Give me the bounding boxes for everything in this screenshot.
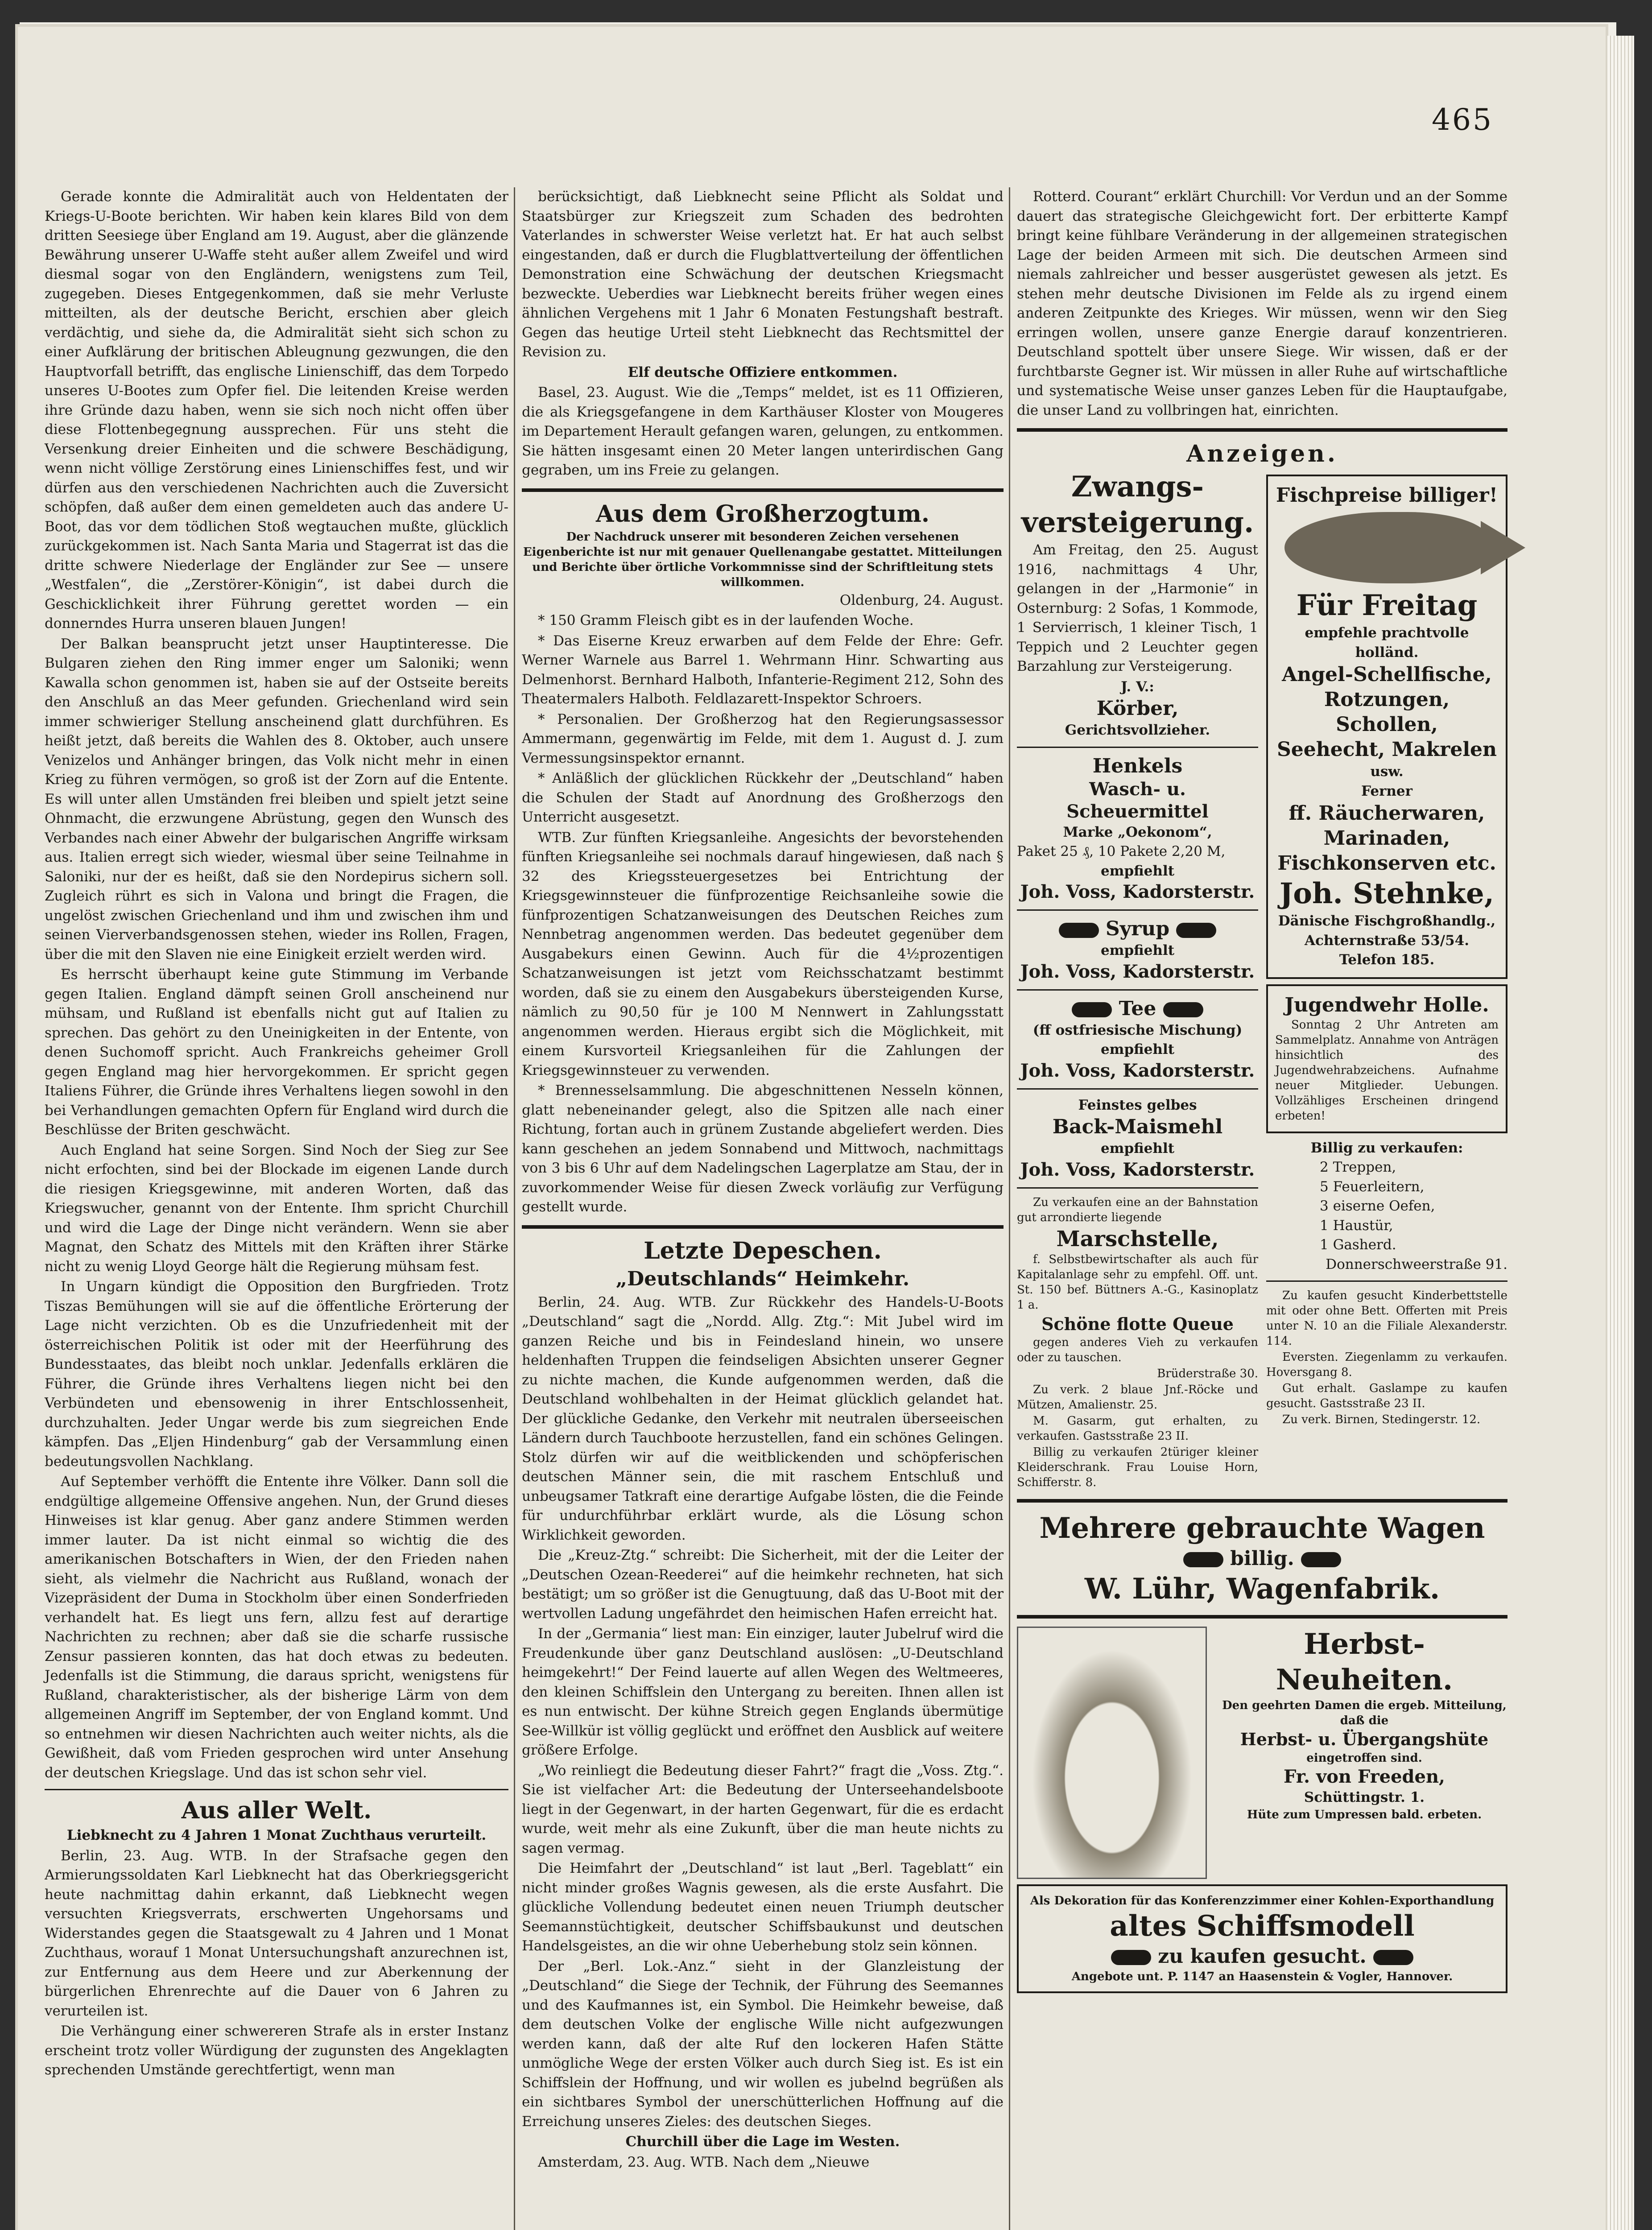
fish-ad [1266, 475, 1507, 979]
ad-title: Wasch- u. Scheuermittel [1066, 778, 1209, 822]
column-3 [1017, 187, 1507, 1999]
ad-title: Zwangs-versteigerung. [1021, 470, 1254, 539]
paragraph: WTB. Zur fünften Kriegsanleihe. Angesichts der bevorstehenden fünften Kriegsanleihe sei nochmals darauf hingewiesen, daß nach § 32 des Kriegssteuergesetzes bei Entrichtung der Kriegsgewinnsteuer die fünfprozentige Reichsanleihe sowie die fünfprozentigen Schatzanweisungen des Deutschen Reiches zum Nennbetrag angenommen werden. Das bedeutet gegenüber dem Ausgabekurs einen Gewinn. Auch für die 4½prozentigen Schatzanweisungen ist jetzt vom Reichsschatzamt bestimmt worden, daß sie zu einem den Ausgabekurs übersteigenden Kurse, nämlich zu 90,50 für je 100 M Nennwert in Zahlungsstatt angenommen werden. Hieraus ergibt sich die Möglichkeit, mit einem Kursvorteil Kriegsanleihen für die Zahlungen der Kriegsgewinnsteuer zu verwenden. [522, 829, 1004, 1078]
classified-ad: Brüderstraße 30. [1157, 1367, 1258, 1380]
ad-list-item: 1 Gasherd. [1320, 1237, 1396, 1253]
herbst-illustration-wrap [1017, 1627, 1213, 1879]
newspaper-page [18, 27, 1606, 2230]
ad-product: Rotzungen, Schollen, [1324, 688, 1450, 736]
pointing-hand-icon [1072, 1002, 1112, 1017]
paragraph: Amsterdam, 23. Aug. WTB. Nach dem „Nieuwe [538, 2154, 870, 2170]
ads-row-1 [1017, 469, 1507, 1491]
paragraph: Auf September verhöfft die Entente ihre Völker. Dann soll die endgültige allgemeine Offensive angehen. Nun, der Grund dieses Hinweises ist klar genug. Aber ganz andere Stimmen werden immer lauter. Da ist nicht einmal so wichtig die des amerikanischen Botschafters in Wien, der den Frieden nahen sieht, als vielmehr die Nachricht aus Rußland, wonach der Vizepräsident der Duma in Stockholm über einen Sonderfrieden verhandelt hat. Es liegt uns fern, allzu fest auf derartige Nachrichten zu rechnen; aber daß sie die scharfe russische Zensur passieren konnten, das hat doch etwas zu bedeuten. Jedenfalls ist die Stimmung, die daraus spricht, wenigstens für Rußland, charakteristischer, als der bisherige Lärm von dem allgemeinen Angriff im September, der von England kommt. Und so entnehmen wir diesen Nachrichten auch weiter nichts, als die Gewißheit, daß vom Frieden gesprochen wird unter Ansehung der deutschen Kriegslage. Und das ist schon sehr viel. [45, 1474, 508, 1781]
ad-product: Fischkonserven etc. [1277, 852, 1496, 875]
classified-ad: Zu verk. 2 blaue Jnf.-Röcke und Mützen, Amalienstr. 25. [1017, 1383, 1258, 1412]
ad-title [1017, 997, 1258, 1021]
column-rule [514, 187, 515, 2230]
ad-list-item: 5 Feuerleitern, [1320, 1178, 1425, 1195]
ad-text: Am Freitag, den 25. August 1916, nachmittags 4 Uhr, gelangen in der „Harmonie“ in Osternburg: 2 Sofas, 1 Kommode, 1 Servierrisch, 1 kleiner Tisch, 1 Teppich und 2 Leuchter gegen Barzahlung zur Versteigerung. [1017, 542, 1258, 674]
ad-title: Schöne flotte Queue [1041, 1313, 1234, 1334]
pointing-hand-icon [1301, 1552, 1341, 1567]
classified-ad: Zu kaufen gesucht Kinderbettstelle mit oder ohne Bett. Offerten mit Preis unter N. 10 an die Filiale Alexanderstr. 114. [1266, 1289, 1507, 1348]
section-heading: Aus dem Großherzogtum. [596, 500, 929, 528]
paragraph: Auch England hat seine Sorgen. Sind Noch der Sieg zur See nicht erfochten, sind bei der Blockade im eigenen Lande durch die riesigen Kriegsgewinne, mit anderen Worten, daß das Kriegswucher, genannt von der Entente. Ihm spricht Churchill und wird die Lage der Dinge nicht verändern. Wenn sie aber Magnat, den Schatz des Mittels mit den Kräften ihrer Stärke nicht zu wenig Lloyd George hält die Regierung mühsam fest. [45, 1142, 508, 1275]
ad-text: Ferner [1361, 783, 1412, 799]
ad-title: Mehrere gebrauchte Wagen [1039, 1511, 1485, 1545]
classified-ad: Zu verkaufen eine an der Bahnstation gut arrondierte liegende [1017, 1195, 1258, 1224]
ad-phone: Telefon 185. [1339, 952, 1435, 968]
ad-text: Paket 25 ₰, 10 Pakete 2,20 M, [1017, 843, 1226, 859]
page-number: 465 [1432, 103, 1493, 137]
ad-text: (ff ostfriesische Mischung) [1032, 1022, 1243, 1038]
article-headline: Churchill über die Lage im Westen. [625, 2134, 900, 2150]
ad-merchant: Fr. von Freeden, [1284, 1766, 1445, 1787]
fish-illustration [1284, 512, 1490, 583]
ad-signature: Gerichtsvollzieher. [1065, 722, 1210, 738]
ad-product: Back-Maismehl [1052, 1115, 1223, 1138]
ad-list-item: 1 Haustür, [1320, 1217, 1393, 1234]
ad-address: Schüttingstr. 1. [1304, 1789, 1425, 1805]
classified-ad: M. Gasarm, gut erhalten, zu verkaufen. Gastsstraße 23 II. [1017, 1414, 1258, 1443]
ad-merchant: Joh. Voss, Kadorsterstr. [1020, 881, 1255, 902]
article-headline: Elf deutsche Offiziere entkommen. [628, 364, 898, 380]
ad-list-item: 2 Treppen, [1320, 1159, 1396, 1175]
dateline: Oldenburg, 24. August. [839, 592, 1004, 608]
divider [1017, 428, 1507, 432]
schiffsmodell-ad [1017, 1884, 1507, 1993]
pointing-hand-icon [1373, 1950, 1413, 1965]
divider [1017, 989, 1258, 991]
ad-text: empfiehlt [1100, 1041, 1175, 1057]
ad-text: empfiehlt [1100, 942, 1175, 958]
classified-ad: Gut erhalt. Gaslampe zu kaufen gesucht. Gastsstraße 23 II. [1266, 1382, 1507, 1410]
ad-address: Achternstraße 53/54. [1304, 932, 1470, 949]
divider [1017, 1187, 1258, 1189]
ad-text: Feinstes gelbes [1078, 1097, 1197, 1113]
divider [1017, 1088, 1258, 1090]
ad-text: Als Dekoration für das Konferenzzimmer einer Kohlen-Exporthandlung [1030, 1894, 1495, 1908]
ad-merchant: Joh. Voss, Kadorsterstr. [1020, 1159, 1255, 1180]
classified-ad: Zu verk. Birnen, Stedingerstr. 12. [1282, 1413, 1481, 1426]
ad-merchant: Joh. Voss, Kadorsterstr. [1020, 961, 1255, 982]
column-2 [522, 187, 1004, 2173]
column-rule [1009, 187, 1010, 2230]
ad-text: Sonntag 2 Uhr Antreten am Sammelplatz. Annahme von Anträgen hinsichtlich des Jugendwehrabzeichens. Aufnahme neuer Mitglieder. Uebungen. Vollzähliges Erscheinen dringend erbeten! [1275, 1018, 1499, 1123]
article-headline: Liebknecht zu 4 Jahren 1 Monat Zuchthaus verurteilt. [66, 1827, 487, 1843]
ad-product: Seehecht, Makrelen [1276, 738, 1497, 761]
ad-merchant: Joh. Voss, Kadorsterstr. [1020, 1060, 1255, 1081]
column-1 [45, 187, 508, 2081]
classified-ad: gegen anderes Vieh zu verkaufen oder zu tauschen. [1017, 1335, 1258, 1364]
paragraph: Gerade konnte die Admiralität auch von Heldentaten der Kriegs-U-Boote berichten. Wir haben kein klares Bild von dem dritten Seesiege über England am 19. August, aber die glänzende Bewährung unserer U-Waffe steht außer allem Zweifel und wird diesmal sogar von den Engländern, wenigstens zum Teil, zugegeben. Dieses Entgegenkommen, daß sie mehr Verluste mitteilten, als der deutsche Bericht, erschien aber gleich verdächtig, und siehe da, die Admiralität sieht sich schon zu einer Aufklärung der britischen Ableugnung gezwungen, die den Hauptvorfall betrifft, das englische Linienschiff, das dem Torpedo unseres U-Bootes zum Opfer fiel. Die leitenden Kreise werden ihre Gründe dazu haben, wenn sie sich noch nicht offen über diese Flottenbegegnung aussprechen. Für uns steht die Versenkung dreier Einheiten und die schwere Beschädigung, wenn nicht völlige Zerstörung eines Linienschiffes fest, und wir dürfen aus den verschiedenen Nachrichten auch die Zuversicht schöpfen, daß außer dem einen gemeldeten auch das andere U-Boot, das vor dem tödlichen Stoß wegtauchen mußte, glücklich zurückgekommen ist. Nach Santa Maria und Stagerrat ist das die dritte schwere Niederlage der Engländer zur See — unsere „Westfalen“, die „Zerstörer-Königin“, ist dabei durch die Geschicklichkeit ihrer Führung gerettet worden — ein donnerndes Hurra unseren blauen Jungen! [45, 189, 508, 632]
paragraph: * 150 Gramm Fleisch gibt es in der laufenden Woche. [538, 612, 914, 628]
divider [1017, 909, 1258, 911]
ad-list-item: 3 eiserne Oefen, [1320, 1198, 1435, 1214]
ad-title: Billig zu verkaufen: [1310, 1140, 1463, 1156]
classified-ad: f. Selbstbewirtschafter als auch für Kapitalanlage sehr zu empfehl. Off. unt. St. 150 bef. Büttners A.-G., Kasinoplatz 1 a. [1017, 1252, 1258, 1312]
ad-product: Syrup [1105, 917, 1170, 940]
classified-ad: Billig zu verkaufen 2türiger kleiner Kleiderschrank. Frau Louise Horn, Schifferstr. 8. [1017, 1445, 1258, 1489]
ad-text: billig. [1230, 1547, 1294, 1570]
ad-text: Dänische Fischgroßhandlg., [1278, 913, 1496, 929]
ad-merchant: Joh. Stehnke, [1280, 877, 1494, 910]
ad-title: Jugendwehr Holle. [1284, 993, 1489, 1016]
paragraph: Es herrscht überhaupt keine gute Stimmung im Verbande gegen Italien. England dämpft seinen Groll anscheinend nur mühsam, und Rußland ist ebenfalls nicht gut auf Italien zu sprechen. Das gehört zu den Uneinigkeiten in der Entente, von denen Suchomoff spricht. Auch Frankreichs geheimer Groll gegen England mag hier hervorgekommen. Er spricht gegen Italiens Führer, die Gründe ihres Verhaltens liegen sowohl in den bei Verhandlungen gemachten Opfern für England wird durch die Beschlüsse der Briten geschwächt. [45, 966, 508, 1138]
ad-signature: Körber, [1096, 697, 1179, 720]
paragraph: In der „Germania“ liest man: Ein einziger, lauter Jubelruf wird die Freudenkunde über ganz Deutschland auslösen: „U-Deutschland heimgekehrt!“ Der Feind lauerte auf allen Wegen des Weltmeeres, den kleinen Schiffslein den Untergang zu bereiten. Ihnen allen ist es nun entwischt. Der kühne Streich gegen Englands übermütige See-Willkür ist völlig geglückt und eröffnet den Ausblick auf weitere größere Erfolge. [522, 1626, 1004, 1758]
ad-title [1026, 1944, 1499, 1969]
divider [1266, 1280, 1507, 1282]
pointing-hand-icon [1059, 923, 1099, 938]
paragraph: berücksichtigt, daß Liebknecht seine Pflicht als Soldat und Staatsbürger zur Kriegszeit zum Schaden des bedrohten Vaterlandes in schwerster Weise verletzt hat. Er hat auch selbst eingestanden, daß er durch die Flugblattverteilung der öffentlichen Demonstration eine Schwächung der deutschen Kriegsmacht bezweckte. Ueberdies war Liebknecht bereits früher wegen eines ähnlichen Vergehens mit 1 Jahr 6 Monaten Festungshaft bestraft. Gegen das heutige Urteil steht Liebknecht das Rechtsmittel der Revision zu. [522, 189, 1004, 360]
paragraph: * Das Eiserne Kreuz erwarben auf dem Felde der Ehre: Gefr. Werner Warnele aus Barrel 1. Wehrmann Hinr. Schwarting aus Delmenhorst. Bernhard Halboth, Infanterie-Regiment 212, Sohn des Theatermalers Halboth. Feldlazarett-Inspektor Schroers. [522, 632, 1004, 707]
paragraph: „Wo reinliegt die Bedeutung dieser Fahrt?“ fragt die „Voss. Ztg.“. Sie ist vielfacher Art: die Bedeutung der Unterseehandelsboote liegt in der Gegenwart, in der harten Gegenwart, für die es erdacht wurde, weit mehr als eine Zukunft, über die man heute nichts zu sagen vermag. [522, 1762, 1004, 1856]
ad-title: Fischpreise billiger! [1276, 484, 1498, 507]
ad-text: usw. [1370, 764, 1404, 780]
section-heading: Anzeigen. [1186, 440, 1338, 467]
paragraph: In Ungarn kündigt die Opposition den Burgfrieden. Trotz Tiszas Bemühungen will sie auf die öffentliche Erörterung der Lage nicht verzichten. Ob es die Unzufriedenheit mit der österreichischen Politik ist oder mit der Heerführung des Bundesstaates, das bleibt noch unklar. Jedenfalls erklären die Führer, die Gründe ihres Verhaltens liegen nicht bei den Verbündeten und ebensowenig in ihrer Entschlossenheit, durchzuhalten. Jeder Ungar werde bis zum siegreichen Ende kämpfen. Das „Eljen Hindenburg“ gab der Versammlung einen bedeutungsvollen Nachklang. [45, 1279, 508, 1470]
divider [1017, 1499, 1507, 1503]
paragraph: Der „Berl. Lok.-Anz.“ sieht in der Glanzleistung der „Deutschland“ die Siege der Technik, der Führung des Seemannes und des Kaufmannes ist, ein Symbol. Die Heimkehr beweise, daß dem deutschen Volke der englische Wille nicht aufgezwungen werden kann, daß der alte Ruf den lockeren Hafen Stätte unmögliche Wege der ersten Völker auch durch Sieg ist. Es ist ein Schiffslein der Hoffnung, und wir wollen es jubelnd begrüßen als ein sichtbares Symbol der unerschütterlichen Hoffnung auf die Erreichung unseres Zieles: des deutschen Sieges. [522, 1958, 1004, 2130]
section-heading: Letzte Depeschen. [644, 1237, 882, 1264]
ad-product: Herbst- u. Übergangshüte [1240, 1729, 1489, 1749]
paragraph: Die Heimfahrt der „Deutschland“ ist laut „Berl. Tageblatt“ ein nicht minder großes Wagnis gewesen, als die erste Ausfahrt. Die glückliche Vollendung bedeutet einen neuen Triumph deutscher Seemannstüchtigkeit, deutscher Schiffsbaukunst und deutschen Handelsgeistes, an die wir ohne Ueberhebung stolz sein können. [522, 1860, 1004, 1954]
ad-product: Marinaden, [1323, 827, 1450, 850]
pointing-hand-icon [1163, 1002, 1203, 1017]
ad-text: eingetroffen sind. [1306, 1751, 1422, 1765]
paragraph: Die „Kreuz-Ztg.“ schreibt: Die Sicherheit, mit der die Leiter der „Deutschen Ozean-Reederei“ auf die heimkehr rechneten, hat sich bestätigt; um so größer ist die Genugtuung, daß das U-Boot mit der wertvollen Ladung ungefährdet den heimischen Hafen erreicht hat. [522, 1547, 1004, 1622]
ads-right-column [1266, 469, 1507, 1491]
ad-product: Angel-Schellfische, [1282, 663, 1492, 686]
ad-title [1017, 1546, 1507, 1571]
ad-title: altes Schiffsmodell [1110, 1909, 1415, 1943]
paragraph: * Brennesselsammlung. Die abgeschnittenen Nesseln können, glatt nebeneinander gelegt, also die Spitzen alle nach einer Richtung, fortan auch in grünem Zustande abgeliefert werden. Dies kann geschehen an jedem Sonnabend und Mittwoch, nachmittags von 3 bis 6 Uhr auf dem Nadelingschen Lagerplatze am Stau, der in zuvorkommender Weise für diesen Zweck vorläufig zur Verfügung gestellt wurde. [522, 1082, 1004, 1215]
ad-address: Donnerschweerstraße 91. [1326, 1256, 1507, 1272]
section-heading: Aus aller Welt. [181, 1797, 372, 1824]
ad-merchant: W. Lühr, Wagenfabrik. [1084, 1572, 1440, 1606]
lady-with-hat-illustration [1017, 1627, 1207, 1879]
paragraph: Berlin, 24. Aug. WTB. Zur Rückkehr des Handels-U-Boots „Deutschland“ sagt die „Nordd. Allg. Ztg.“: Mit Jubel wird im ganzen Reiche und bis in Feindesland hinein, wo unsere heldenhaften Truppen die feindseligen Absichten unserer Gegner zu nichte machen, die Kunde aufgenommen werden, daß die Deutschland wohlbehalten in der Heimat glücklich gelandet hat. Der glückliche Gedanke, den Verkehr mit neutralen überseeischen Ländern durch Tauchboote herzustellen, fand ein schönes Gelingen. Stolz dürfen wir auf die weitblickenden und schöpferischen deutschen Männer sein, die mit raschem Entschluß und unbeugsamer Tatkraft eine derartige Aufgabe lösten, die die Feinde für undurchführbar erklärt wurde, als die Lösung schon Wirklichkeit geworden. [522, 1294, 1004, 1543]
herbst-ad [1017, 1627, 1507, 1879]
divider [1017, 747, 1258, 748]
ad-text: Den geehrten Damen die ergeb. Mitteilung, daß die [1222, 1698, 1507, 1727]
divider [45, 1789, 508, 1790]
ad-title: Herbst- [1304, 1627, 1425, 1661]
paragraph: * Personalien. Der Großherzog hat den Regierungsassessor Ammermann, gegenwärtig im Felde, mit dem 1. August d. J. zum Vermessungsinspektor ernannt. [522, 711, 1004, 766]
ad-brand: Henkels [1092, 754, 1183, 777]
ad-text: zu kaufen gesucht. [1158, 1945, 1367, 1968]
ad-title: Marschstelle, [1056, 1226, 1219, 1251]
paragraph: * Anläßlich der glücklichen Rückkehr der „Deutschland“ haben die Schulen der Stadt auf Anordnung des Großherzogs den Unterricht ausgesetzt. [522, 770, 1004, 825]
ads-left-column [1017, 469, 1258, 1491]
classified-ad: Eversten. Ziegenlamm zu verkaufen. Hoversgang 8. [1266, 1350, 1507, 1379]
page-edge [1607, 36, 1634, 2230]
ad-signature: J. V.: [1121, 678, 1154, 695]
ad-title [1017, 917, 1258, 941]
herbst-text [1221, 1627, 1507, 1879]
ad-product: ff. Räucherwaren, [1289, 802, 1485, 825]
ad-text: empfiehlt [1100, 1140, 1175, 1156]
ad-text: Marke „Oekonom“, [1063, 824, 1212, 840]
divider [522, 488, 1004, 492]
ad-product: Tee [1119, 997, 1156, 1020]
article-headline: „Deutschlands“ Heimkehr. [615, 1267, 910, 1290]
ad-title: Neuheiten. [1276, 1663, 1453, 1697]
pointing-hand-icon [1183, 1552, 1223, 1567]
pointing-hand-icon [1176, 923, 1216, 938]
paragraph: Der Balkan beansprucht jetzt unser Hauptinteresse. Die Bulgaren ziehen den Ring immer enger um Saloniki; wenn Kawalla schon genommen ist, haben sie auf der Ostseite bereits den Anschluß an das Meer gefunden. Griechenland wird sein immer schwieriger Stellung anscheinend glatt durchführen. Es heißt jetzt, daß bereits die Wahlen des 8. Oktober, auch unsere Venizelos und Anhänger bringen, das Volk nicht mehr in einen Krieg zu führen vermögen, so groß ist der Zorn auf die Entente. Es will unter allen Umständen frei bleiben und spielt jetzt seine Ohnmacht, die erzwungene Abrüstung, gegen den Wunsch des Verbandes nach einer Abwehr der bulgarischen Angriffe wirksam aus. Italien erregt sich wieder, wiesmal über seine Teilnahme in Saloniki, nur der es heißt, daß sie den Nordepirus sichern soll. Zugleich rührt es sich in Valona und bringt die Fragen, die ungelöst zwischen Griechenland und ihm und zwischen ihm und seinen Vierverbandsgenossen stehen, wieder ins Rollen, Fragen, über die mit den Slaven nie eine Einigkeit erzielt werden wird. [45, 636, 508, 962]
pointing-hand-icon [1111, 1950, 1151, 1965]
paragraph: Die Verhängung einer schwereren Strafe als in erster Instanz erscheint trotz voller Würdigung der zugunsten des Angeklagten sprechenden Umstände gerechtfertigt, wenn man [45, 2023, 508, 2078]
divider [1017, 1615, 1507, 1619]
divider [522, 1225, 1004, 1229]
ad-text: Angebote unt. P. 1147 an Haasenstein & Vogler, Hannover. [1071, 1970, 1453, 1983]
editorial-note: Der Nachdruck unserer mit besonderen Zeichen versehenen Eigenberichte ist nur mit genauer Quellenangabe gestattet. Mitteilungen und Berichte über örtliche Vorkommnisse sind der Schriftleitung stets willkommen. [523, 530, 1003, 589]
jugendwehr-ad [1266, 984, 1507, 1133]
paragraph: Basel, 23. August. Wie die „Temps“ meldet, ist es 11 Offizieren, die als Kriegsgefangene in dem Karthäuser Kloster von Mougeres im Departement Herault gefangen waren, gelungen, zu entkommen. Sie hätten insgesamt einen 20 Meter langen unterirdischen Gang gegraben, um ins Freie zu gelangen. [522, 384, 1004, 478]
ad-title: Für Freitag [1296, 589, 1478, 622]
paragraph: Rotterd. Courant“ erklärt Churchill: Vor Verdun und an der Somme dauert das strategische Gleichgewicht fort. Der erbitterte Kampf bringt keine fühlbare Veränderung in der allgemeinen strategischen Lage der beiden Armeen mit sich. Die deutschen Armeen sind niemals zahlreicher und besser ausgerüstet gewesen als jetzt. Es stehen mehr deutsche Divisionen im Felde als zu irgend einem anderen Zeitpunkte des Krieges. Wir müssen, wenn wir den Sieg erringen wollen, unsere ganze Energie darauf konzentrieren. Deutschland spottelt über unsere Siege. Wir wissen, daß er der furchtbarste Gegner ist. Wir müssen in aller Ruhe auf wirtschaftliche und systematische Weise unser ganzes Leben für die Hauptaufgabe, die unser Land zu vollbringen hat, einrichten. [1017, 189, 1507, 418]
paragraph: Berlin, 23. Aug. WTB. In der Strafsache gegen den Armierungssoldaten Karl Liebknecht hat das Oberkriegsgericht heute nachmittag dahin erkannt, daß Liebknecht wegen versuchten Kriegsverrats, erschwerten Ungehorsams und Widerstandes gegen die Staatsgewalt zu 4 Jahren und 1 Monat Zuchthaus, worauf 1 Monat Untersuchungshaft anzurechnen ist, zur Entfernung aus dem Heere und zur Aberkennung der bürgerlichen Ehrenrechte auf die Dauer von 6 Jahren zu verurteilen ist. [45, 1847, 508, 2019]
ad-text: Hüte zum Umpressen bald. erbeten. [1247, 1808, 1482, 1821]
ad-text: empfiehlt [1100, 863, 1175, 879]
ad-text: empfehle prachtvolle holländ. [1305, 625, 1469, 661]
